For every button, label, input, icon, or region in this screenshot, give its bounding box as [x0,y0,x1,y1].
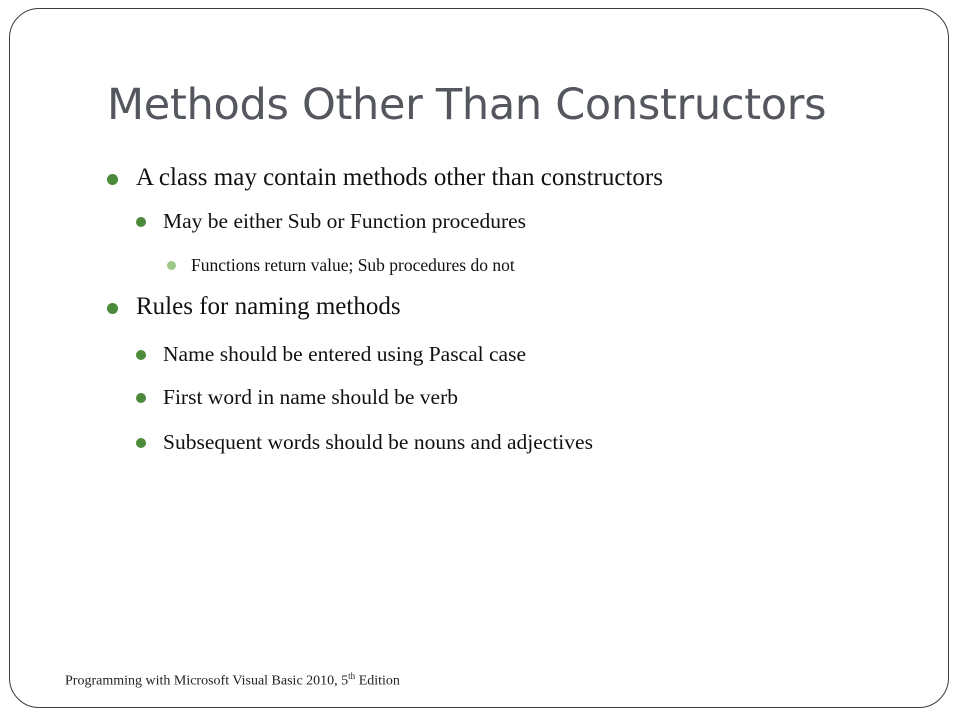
bullet-text: First word in name should be verb [163,385,458,409]
bullet-item [136,293,401,321]
bullet-text: Subsequent words should be nouns and adjectives [163,430,593,454]
bullet-dot-icon [136,350,146,360]
bullet-dot-icon [107,174,118,185]
bullet-text: Name should be entered using Pascal case [163,342,526,366]
bullet-text: Rules for naming methods [136,293,401,320]
bullet-dot-icon [167,261,176,270]
bullet-item [136,164,663,192]
bullet-text: Functions return value; Sub procedures do not [191,255,515,275]
bullet-text: May be either Sub or Function procedures [163,209,527,233]
bullet-item [163,342,526,367]
slide-footer [65,671,400,690]
bullet-item [163,385,458,410]
bullet-item [163,430,593,455]
bullet-dot-icon [136,217,146,227]
footer-text: Programming with Microsoft Visual Basic 2010, 5 [65,673,349,689]
bullet-dot-icon [136,393,146,403]
bullet-item [191,255,515,276]
bullet-dot-icon [107,303,118,314]
bullet-item [163,209,526,234]
bullet-text: A class may contain methods other than constructors [136,164,663,191]
slide-title: Methods Other Than Constructors [107,80,827,130]
footer-suffix: Edition [355,673,400,689]
bullet-dot-icon [136,438,146,448]
footer-superscript: th [348,671,356,681]
